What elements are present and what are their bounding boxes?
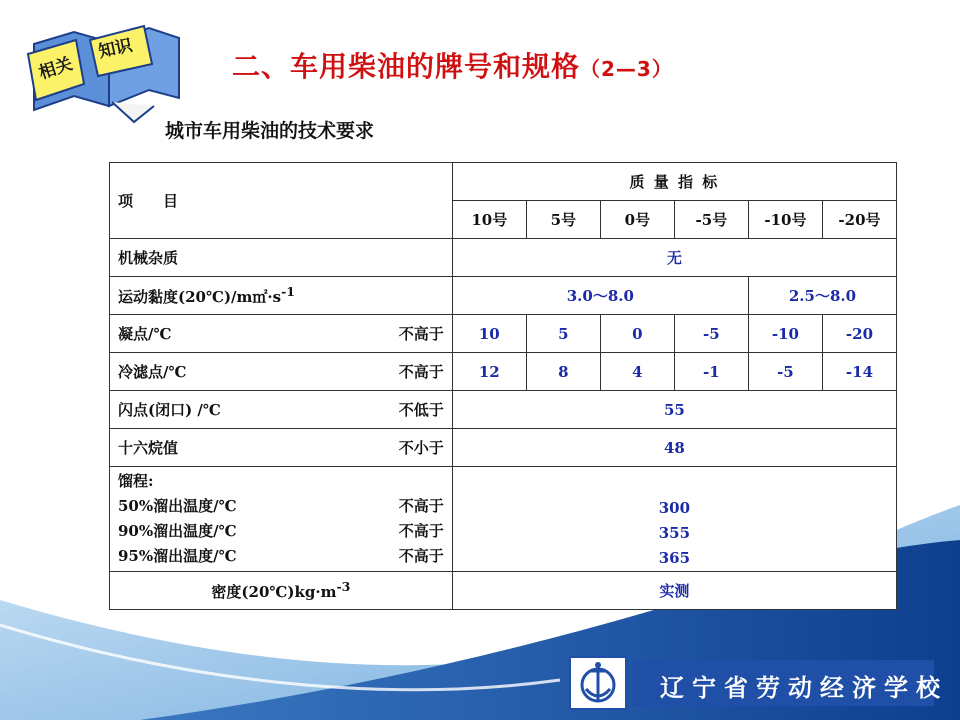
grade-cell: 5号 [526, 201, 600, 239]
school-logo-icon [568, 655, 628, 711]
table-row [110, 429, 897, 467]
row-label: 密度$(20℃)kg\cdot m^{-3}$ [110, 572, 453, 610]
table-header-row [110, 163, 897, 201]
table-row [110, 353, 897, 391]
table-row [110, 572, 897, 610]
row-label: 十六烷值 不小于 [110, 429, 453, 467]
row-label: 馏程: 50%溜出温度/℃ 不高于 90%溜出温度/℃ 不高于 95%溜出温度/℃ 不高于 [110, 467, 453, 572]
row-value: -10 [748, 315, 822, 353]
row-value: 8 [526, 353, 600, 391]
row-label: 运动黏度$(20℃)/m㎡\cdot s^{-1}$ [110, 277, 453, 315]
row-value: 实测 [452, 572, 896, 610]
table-row [110, 239, 897, 277]
row-value: 300 355 365 [452, 467, 896, 572]
row-label: 机械杂质 [110, 239, 453, 277]
row-label: 凝点/℃ 不高于 [110, 315, 453, 353]
row-value: 2.5～8.0 [748, 277, 896, 315]
table-caption: 城市车用柴油的技术要求 [165, 120, 375, 142]
row-value: 55 [452, 391, 896, 429]
row-value: 3.0～8.0 [452, 277, 748, 315]
table-row [110, 467, 897, 572]
school-name: 辽宁省劳动经济学校 [660, 673, 948, 702]
item-header: 项 目 [110, 163, 453, 239]
grade-cell: 0号 [600, 201, 674, 239]
row-value: 0 [600, 315, 674, 353]
row-value: -14 [822, 353, 896, 391]
row-value: 5 [526, 315, 600, 353]
grade-cell: -20号 [822, 201, 896, 239]
title-suffix: （2—3） [580, 57, 673, 81]
row-value: 12 [452, 353, 526, 391]
row-value: -20 [822, 315, 896, 353]
row-label: 闪点(闭口) /℃ 不低于 [110, 391, 453, 429]
row-value: -5 [674, 315, 748, 353]
grade-cell: -10号 [748, 201, 822, 239]
badge-word-2: 知识 [96, 35, 135, 63]
spec-table [109, 162, 897, 610]
table-row [110, 391, 897, 429]
row-value: -1 [674, 353, 748, 391]
table-row [110, 277, 897, 315]
quality-header: 质 量 指 标 [452, 163, 896, 201]
row-value: 48 [452, 429, 896, 467]
grade-cell: 10号 [452, 201, 526, 239]
row-value: 10 [452, 315, 526, 353]
row-value: 无 [452, 239, 896, 277]
row-value: 4 [600, 353, 674, 391]
row-label: 冷滤点/℃ 不高于 [110, 353, 453, 391]
grade-cell: -5号 [674, 201, 748, 239]
page-title [232, 45, 673, 85]
table-row [110, 315, 897, 353]
badge-word-1: 相关 [36, 54, 76, 84]
row-value: -5 [748, 353, 822, 391]
title-main: 二、车用柴油的牌号和规格 [232, 50, 581, 83]
